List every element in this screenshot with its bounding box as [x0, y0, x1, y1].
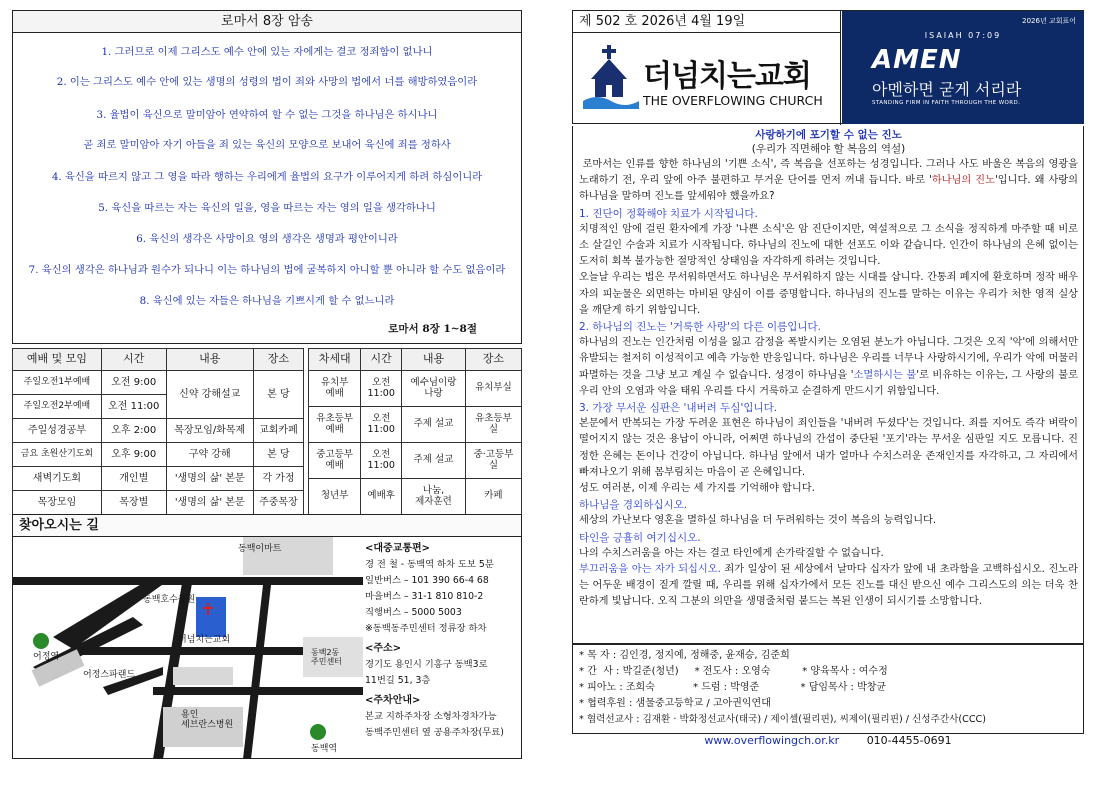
transport-line: ※동백동주민센터 정류장 하차 — [365, 623, 487, 634]
address-line: 11번길 51, 3층 — [365, 675, 431, 686]
church-icon — [583, 45, 639, 109]
table-cell: 각 가정 — [253, 467, 303, 491]
text-span: 죄가 일상이 된 세상에서 날마다 십자가 앞에 내 초라함을 고백하십시오. 진노라는 어두운 배경이 짙게 깔릴 때, 우리를 위해 십자가에서 모든 진노를 대신 받으신 예수 그리스도의 의는 더욱 찬란하게 빛납니다. 오직 그분의 의만을 생명줄처럼 붙드는 복된 인생이 되시기를 소망합니다. — [579, 564, 1078, 608]
issue-info: 제 502 호 2026년 4월 19일 — [573, 11, 841, 33]
sermon-paragraph: 성도 여러분, 이제 우리는 세 가지를 기억해야 합니다. — [579, 483, 815, 495]
map-label: 동백이마트 — [238, 544, 282, 554]
table-row — [13, 371, 304, 395]
sermon-heading: 1. 진단이 정확해야 치료가 시작됩니다. — [579, 207, 758, 220]
sermon-paragraph: 본문에서 반복되는 가장 두려운 표현은 하나님이 죄인들을 '내버려 두셨다'는 것입니다. 죄를 지어도 즉각 벼락이 떨어지지 않는 것은 용납이 아니라, 어쩌면 하나님의 간섭이 중단된 '포기'라는 무서운 심판일 지도 모릅니다. 진정한 은혜는 돈이나 건강이 아닙니다. 하나님 앞에서 내가 얼마나 수치스러운 존재인지를 자각하고, 그 자리에서 빠져나오기 위해 몸부림치는 마음이 곧 은혜입니다. — [579, 418, 1078, 478]
sermon-paragraph: 세상의 가난보다 영혼을 멸하실 하나님을 더 두려워하는 것이 복음의 능력입니다. — [579, 515, 937, 527]
staff-line: * 피아노 : 조희숙 * 드럼 : 박영준 * 담임목사 : 박창균 — [579, 682, 887, 693]
table-row — [309, 407, 522, 443]
table-cell: 오전 11:00 — [101, 395, 166, 419]
staff-line: * 목 자 : 김인경, 정지예, 정해중, 윤재승, 김준희 — [579, 650, 790, 661]
staff-line: * 협력선교사 : 김재환 · 박화정선교사(태국) / 제이셀(필리핀), 씨제이(필리핀) / 신성주간사(CCC) — [579, 714, 986, 725]
transport-line: 일반버스 – 101 390 66-4 68 — [365, 575, 489, 586]
table-cell: 오전 11:00 — [361, 443, 402, 479]
table-cell: 예배후 — [361, 479, 402, 515]
table-cell: 오전 11:00 — [361, 407, 402, 443]
parking-title: <주차안내> — [365, 695, 421, 706]
table-header: 장소 — [465, 349, 521, 371]
subway-icon — [310, 724, 326, 740]
address-line: 경기도 용인시 기흥구 동백3로 — [365, 659, 488, 670]
staff-section — [572, 644, 1084, 734]
motto-banner — [842, 11, 1084, 124]
map-label: 용인 세브란스병원 — [181, 710, 234, 730]
table-cell: 본 당 — [253, 443, 303, 467]
table-cell: 유치부실 — [465, 371, 521, 407]
sermon-title: 사랑하기에 포기할 수 없는 진노 — [755, 129, 902, 141]
map-label: 더넘치는교회 — [178, 635, 231, 645]
table-row — [13, 443, 304, 467]
church-name-en: THE OVERFLOWING CHURCH — [643, 93, 823, 108]
table-row — [13, 467, 304, 491]
table-cell: 예수님이랑 나랑 — [402, 371, 466, 407]
text-span: '로 비유하는 이유는, 그 사랑의 불로 우리 안의 오염과 악을 태워 우리를 다시 거룩하고 순결하게 만드시기 위함입니다. — [579, 369, 1078, 397]
banner-amen: AMEN — [872, 45, 962, 75]
table-row — [309, 443, 522, 479]
sermon-paragraph: 치명적인 암에 걸린 환자에게 가장 '나쁜 소식'은 암 진단이지만, 역설적으로 그 소식을 정직하게 마주할 때 비로소 살길인 수술과 치료가 시작됩니다. 하나님의 진노에 대한 선포도 이와 같습니다. 인간이 하나님의 은혜 없이는 도저히 회복 불가능한 절망적인 상태임을 자각하게 하려는 것입니다. — [579, 223, 1078, 268]
verse-line: 4. 육신을 따르지 않고 그 영을 따라 행하는 우리에게 율법의 요구가 이루어지게 하려 하심이니라 — [51, 171, 483, 183]
staff-line: * 간 사 : 박길준(청년) * 전도사 : 오영숙 * 양육목사 : 여수정 — [579, 666, 888, 677]
table-cell: 신약 강해설교 — [166, 371, 253, 419]
verse-line: 곧 죄로 말미암아 자기 아들을 죄 있는 육신의 모양으로 보내어 육신에 죄를 정하사 — [83, 139, 451, 151]
phone-number: 010-4455-0691 — [866, 734, 952, 747]
table-cell: 주제 설교 — [402, 443, 466, 479]
table-cell: 주일오전2부예배 — [13, 395, 102, 419]
location-map — [13, 537, 363, 759]
next-gen-table — [308, 348, 522, 515]
sermon-paragraph — [579, 157, 1078, 206]
table-cell: '생명의 삶' 본문 — [166, 467, 253, 491]
highlight-text: 하나님의 진노 — [931, 175, 995, 187]
map-label: 어정역 — [33, 652, 60, 662]
table-cell: 오전 9:00 — [101, 371, 166, 395]
sermon-subtitle: (우리가 직면해야 할 복음의 역설) — [751, 143, 906, 155]
banner-verse-ref: ISAIAH 07:09 — [924, 31, 1002, 40]
sermon-heading: 부끄러움을 아는 자가 되십시오. — [579, 564, 721, 576]
banner-motto: 아멘하면 굳게 서리라 — [872, 80, 1022, 99]
table-cell: 개인별 — [101, 467, 166, 491]
verse-line: 3. 율법이 육신으로 말미암아 연약하여 할 수 없는 그것을 하나님은 하시나니 — [96, 109, 438, 121]
transport-title: <대중교통편> — [365, 543, 431, 554]
staff-line: * 협력후원 : 샘물중고등학교 / 고아권익연대 — [579, 698, 771, 709]
verse-line: 8. 육신에 있는 자들은 하나님을 기쁘시게 할 수 없느니라 — [139, 295, 395, 307]
banner-year: 2026년 교회표어 — [1022, 17, 1076, 25]
text-span: '입니다. 왜 사랑의 하나님을 말하며 진노를 앞세워야 했을까요? — [579, 175, 1078, 203]
table-cell: 주일오전1부예배 — [13, 371, 102, 395]
table-row — [13, 491, 304, 515]
verse-reference: 로마서 8장 1~8절 — [388, 323, 477, 335]
table-cell: 주제 설교 — [402, 407, 466, 443]
table-cell: 금요 초원산기도회 — [13, 443, 102, 467]
parking-line: 본교 지하주차장 소형차경차가능 — [365, 711, 497, 722]
right-page — [572, 10, 1084, 750]
table-header: 시간 — [101, 349, 166, 371]
table-header: 예배 및 모임 — [13, 349, 102, 371]
sermon-paragraph — [579, 562, 1078, 611]
table-cell: 유초등부 예배 — [309, 407, 361, 443]
table-cell: 나눔, 제자훈련 — [402, 479, 466, 515]
subway-icon — [33, 633, 49, 649]
transport-line: 마을버스 – 31-1 810 810-2 — [365, 591, 484, 602]
table-cell: 목장모임 — [13, 491, 102, 515]
banner-motto-en: STANDING FIRM IN FAITH THROUGH THE WORD. — [872, 100, 1021, 106]
address-title: <주소> — [365, 643, 402, 654]
verse-line: 5. 육신을 따르는 자는 육신의 일을, 영을 따르는 자는 영의 일을 생각하나니 — [98, 202, 436, 214]
footer — [572, 734, 1084, 747]
sermon-heading: 3. 가장 무서운 심판은 '내버려 두심'입니다. — [579, 402, 778, 415]
table-cell: 오후 2:00 — [101, 419, 166, 443]
highlight-text: 소멸하시는 불 — [853, 369, 917, 381]
table-cell: 유초등부 실 — [465, 407, 521, 443]
table-header: 시간 — [361, 349, 402, 371]
table-cell: 중고등부 예배 — [309, 443, 361, 479]
sermon-heading: 2. 하나님의 진노는 '거룩한 사랑'의 다른 이름입니다. — [579, 321, 822, 334]
directions-info — [365, 541, 521, 741]
directions-title: 찾아오시는 길 — [13, 515, 521, 537]
verse-line: 6. 육신의 생각은 사망이요 영의 생각은 생명과 평안이니라 — [136, 233, 398, 245]
table-cell: 오후 9:00 — [101, 443, 166, 467]
sermon-section — [572, 126, 1084, 644]
text-span: 하나님의 진노는 인간처럼 이성을 잃고 감정을 폭발시키는 오염된 분노가 아닙니다. 그것은 오직 '악'에 의해서만 유발되는 철저히 이성적이고 예측 가능한 반응입니다. 하나님은 우리를 너무나 사랑하시기에, 우리가 악에 머물러 파멸하는 것을 그냥 보고 계실 수 없습니다. 성경이 하나님을 ' — [579, 337, 1078, 381]
table-header: 내용 — [166, 349, 253, 371]
table-cell: 구약 강해 — [166, 443, 253, 467]
map-label: 동백역 — [311, 744, 338, 754]
sermon-paragraph — [579, 335, 1078, 400]
sermon-paragraph: 오늘날 우리는 법은 무서워하면서도 하나님은 무서워하지 않는 시대를 삽니다. 간통죄 폐지에 환호하며 정작 배우자의 피눈물은 외면하는 마비된 양심이 이를 증명합니다. 하나님의 진노를 말하는 이유는 우리가 처한 영적 실상을 깨닫게 하기 위함입니다. — [579, 272, 1078, 316]
table-cell: 유치부 예배 — [309, 371, 361, 407]
sermon-paragraph: 나의 수치스러움을 아는 자는 결코 타인에게 손가락질할 수 없습니다. — [579, 547, 884, 559]
table-cell: 목장모임/화목제 — [166, 419, 253, 443]
table-cell: 주일성경공부 — [13, 419, 102, 443]
verse-line: 2. 이는 그리스도 예수 안에 있는 생명의 성령의 법이 죄와 사망의 법에서 너를 해방하였음이라 — [56, 76, 478, 88]
table-cell: '생명의 삶' 본문 — [166, 491, 253, 515]
table-row — [309, 371, 522, 407]
directions-section — [12, 514, 522, 759]
text-span: 로마서는 인류를 향한 하나님의 '기쁜 소식', 즉 복음을 선포하는 성경입니다. 그러나 사도 바울은 복음의 영광을 노래하기 전, 우리 앞에 아주 불편하고 무거운 단어를 먼저 꺼내 듭니다. 바로 ' — [579, 159, 1078, 187]
table-cell: 주중목장 — [253, 491, 303, 515]
table-header: 내용 — [402, 349, 466, 371]
table-cell: 카페 — [465, 479, 521, 515]
table-header: 장소 — [253, 349, 303, 371]
left-page — [12, 10, 522, 754]
transport-line: 직행버스 – 5000 5003 — [365, 607, 462, 618]
map-label: 동백호수공원 — [143, 595, 196, 605]
verse-line: 7. 육신의 생각은 하나님과 원수가 되나니 이는 하나님의 법에 굴복하지 아니할 뿐 아니라 할 수도 없음이라 — [28, 264, 506, 276]
worship-table — [12, 348, 304, 515]
table-header: 차세대 — [309, 349, 361, 371]
table-cell: 목장별 — [101, 491, 166, 515]
sermon-heading: 하나님을 경외하십시오. — [579, 499, 688, 512]
map-label: 동백2동 주민센터 — [311, 648, 342, 666]
church-logo — [573, 33, 841, 125]
table-cell: 교회카페 — [253, 419, 303, 443]
memorize-section — [12, 10, 522, 344]
table-row — [13, 419, 304, 443]
website-link[interactable]: www.overflowingch.or.kr — [704, 734, 840, 747]
parking-line: 동백주민센터 옆 공용주차장(무료) — [365, 727, 504, 738]
table-cell: 본 당 — [253, 371, 303, 419]
table-cell: 청년부 — [309, 479, 361, 515]
verse-line: 1. 그러므로 이제 그리스도 예수 안에 있는 자에게는 결코 정죄함이 없나니 — [101, 46, 433, 58]
table-row — [309, 479, 522, 515]
table-cell: 중·고등부 실 — [465, 443, 521, 479]
church-name-ko: 더넘치는교회 — [643, 59, 811, 94]
map-label: 어정스파랜드 — [83, 670, 136, 680]
schedule-section — [12, 348, 522, 522]
table-cell: 새벽기도회 — [13, 467, 102, 491]
table-cell: 오전 11:00 — [361, 371, 402, 407]
transport-line: 경 전 철 - 동백역 하차 도보 5분 — [365, 559, 494, 570]
memorize-title: 로마서 8장 암송 — [13, 11, 521, 33]
sermon-heading: 타인을 긍휼히 여기십시오. — [579, 531, 701, 544]
bulletin-header — [572, 10, 1084, 124]
